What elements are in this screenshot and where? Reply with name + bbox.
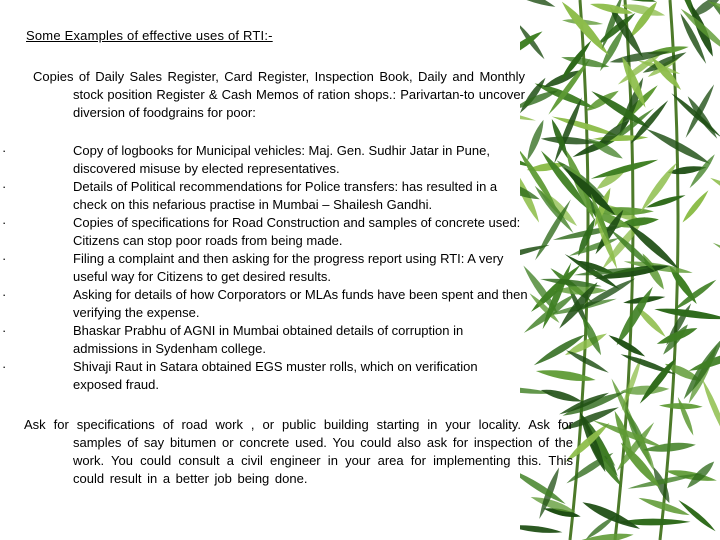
bullet-marker: · — [2, 251, 7, 266]
bullet-marker: · — [2, 179, 7, 194]
list-item-text: Copy of logbooks for Municipal vehicles: Maj. Gen. Sudhir Jatar in Pune, discovered misuse by elected representatives. — [73, 143, 490, 176]
list-item — [2, 286, 529, 322]
bullet-marker: · — [2, 323, 7, 338]
list-item-text: Asking for details of how Corporators or MLAs funds have been spent and then verifying the expense. — [73, 287, 528, 320]
list-item-text: Copies of specifications for Road Construction and samples of concrete used: Citizens can stop poor roads from being made. — [73, 215, 521, 248]
list-item-text: Details of Political recommendations for Police transfers: has resulted in a check on this nefarious practise in Mumbai – Shailesh Gandhi. — [73, 179, 498, 212]
list-item-text: Shivaji Raut in Satara obtained EGS muster rolls, which on verification exposed fraud. — [73, 359, 478, 392]
list-item — [2, 358, 529, 394]
bullet-marker: · — [2, 143, 7, 158]
examples-list — [2, 142, 529, 394]
list-item — [2, 322, 529, 358]
bullet-marker: · — [2, 287, 7, 302]
list-item-text: Bhaskar Prabhu of AGNI in Mumbai obtained details of corruption in admissions in Sydenham college. — [73, 323, 464, 356]
intro-text: Copies of Daily Sales Register, Card Register, Inspection Book, Daily and Monthly stock position Register & Cash Memos of ration shops.: Parivartan-to uncover diversion of foodgrains for poor: — [33, 69, 525, 120]
list-item-text: Filing a complaint and then asking for the progress report using RTI: A very useful way for Citizens to get desired results. — [73, 251, 504, 284]
intro-paragraph — [0, 68, 525, 122]
list-item — [2, 178, 529, 214]
slide-content — [2, 0, 573, 540]
bullet-marker: · — [2, 359, 7, 374]
list-item — [2, 214, 529, 250]
list-item — [2, 142, 529, 178]
list-item — [2, 250, 529, 286]
slide-heading: Some Examples of effective uses of RTI:- — [26, 28, 273, 43]
bullet-marker: · — [2, 215, 7, 230]
closing-paragraph: Ask for specifications of road work , or public building starting in your locality. Ask for samples of say bitumen or concrete used. You could also ask for inspection of the work. You could consult a civil engineer in your area for implementing this. This could result in a better job being done. — [24, 417, 573, 486]
